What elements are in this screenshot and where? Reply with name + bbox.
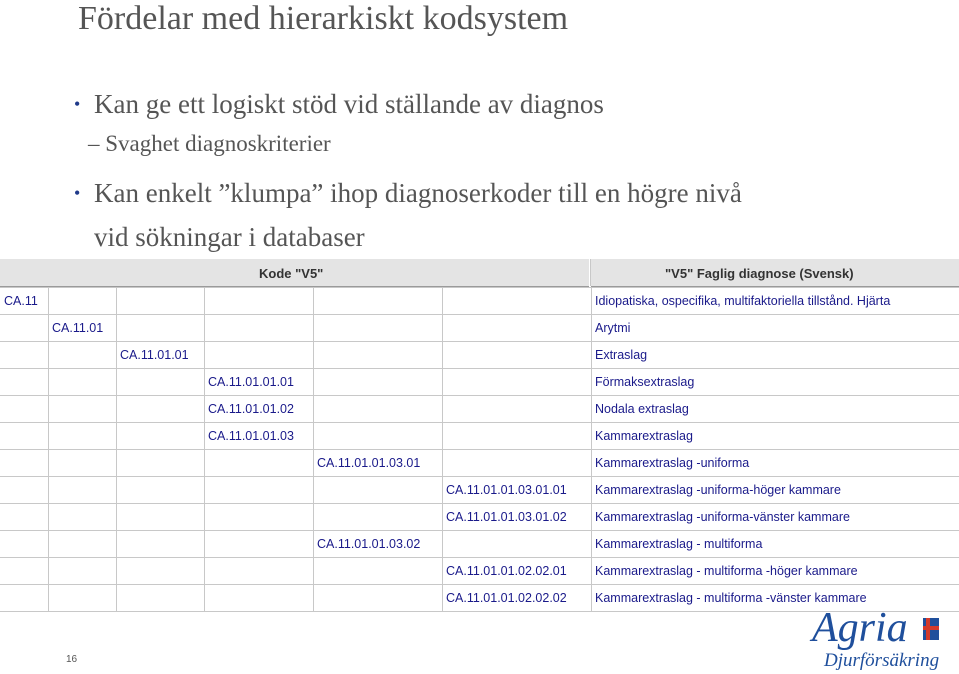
- header-desc-label: "V5" Faglig diagnose (Svensk): [665, 266, 854, 281]
- grid-col-line: [313, 287, 314, 611]
- code-cell: CA.11.01.01.02: [208, 402, 294, 416]
- grid-row-line: [0, 503, 959, 504]
- bullet-2-text: Kan enkelt ”klumpa” ihop diagnoserkoder till en högre nivå: [94, 178, 742, 208]
- grid-col-line: [116, 287, 117, 611]
- description-cell: Kammarextraslag -uniforma-vänster kammare: [595, 510, 850, 524]
- logo-tagline: Djurförsäkring: [824, 650, 940, 671]
- code-cell: CA.11.01.01: [120, 348, 189, 362]
- table-grid: [0, 287, 959, 611]
- slide-title: Fördelar med hierarkiskt kodsystem: [78, 0, 569, 37]
- code-cell: CA.11.01.01.01: [208, 375, 294, 389]
- grid-row-line: [0, 368, 959, 369]
- grid-row-line: [0, 557, 959, 558]
- code-cell: CA.11.01.01.03.01.01: [446, 483, 567, 497]
- bullet-dot-icon: •: [74, 183, 81, 203]
- spreadsheet-table: [0, 259, 959, 609]
- grid-col-line: [591, 287, 592, 611]
- grid-row-line: [0, 287, 959, 288]
- header-desc-cell: [591, 259, 959, 287]
- grid-row-line: [0, 395, 959, 396]
- description-cell: Förmaksextraslag: [595, 375, 695, 389]
- bullet-2: [74, 176, 742, 210]
- description-cell: Kammarextraslag: [595, 429, 693, 443]
- description-cell: Kammarextraslag -uniforma-höger kammare: [595, 483, 841, 497]
- logo-wordmark: Agria: [812, 605, 908, 651]
- page-number: 16: [66, 654, 78, 665]
- grid-row-line: [0, 584, 959, 585]
- grid-col-line: [204, 287, 205, 611]
- bullet-2-line-2: vid sökningar i databaser: [94, 222, 365, 252]
- description-cell: Arytmi: [595, 321, 631, 335]
- grid-col-line: [442, 287, 443, 611]
- grid-row-line: [0, 422, 959, 423]
- code-cell: CA.11.01.01.03.01: [317, 456, 421, 470]
- grid-row-line: [0, 449, 959, 450]
- sub-bullet: – Svaghet diagnoskriterier: [88, 131, 331, 156]
- grid-row-line: [0, 314, 959, 315]
- description-cell: Idiopatiska, ospecifika, multifaktoriella tillstånd. Hjärta: [595, 294, 891, 308]
- grid-row-line: [0, 530, 959, 531]
- agria-logo: [812, 606, 952, 672]
- logo-flag-icon: [923, 618, 939, 640]
- description-cell: Kammarextraslag - multiforma -höger kammare: [595, 564, 858, 578]
- grid-row-line: [0, 341, 959, 342]
- header-divider: [590, 259, 591, 286]
- bullet-dot-icon: •: [74, 94, 81, 114]
- header-code-cell: [0, 259, 589, 287]
- description-cell: Kammarextraslag - multiforma -vänster kammare: [595, 591, 867, 605]
- code-cell: CA.11.01.01.03.02: [317, 537, 421, 551]
- code-cell: CA.11.01.01.03.01.02: [446, 510, 567, 524]
- description-cell: Kammarextraslag -uniforma: [595, 456, 750, 470]
- code-cell: CA.11.01.01.02.02.02: [446, 591, 567, 605]
- bullet-1: [74, 87, 604, 121]
- code-cell: CA.11.01.01.03: [208, 429, 294, 443]
- description-cell: Nodala extraslag: [595, 402, 689, 416]
- bullet-1-text: Kan ge ett logiskt stöd vid ställande av diagnos: [94, 89, 604, 119]
- grid-row-line: [0, 476, 959, 477]
- code-cell: CA.11.01.01.02.02.01: [446, 564, 567, 578]
- description-cell: Extraslag: [595, 348, 648, 362]
- header-code-label: Kode "V5": [259, 266, 324, 281]
- code-cell: CA.11: [4, 294, 38, 308]
- grid-col-line: [48, 287, 49, 611]
- code-cell: CA.11.01: [52, 321, 104, 335]
- description-cell: Kammarextraslag - multiforma: [595, 537, 763, 551]
